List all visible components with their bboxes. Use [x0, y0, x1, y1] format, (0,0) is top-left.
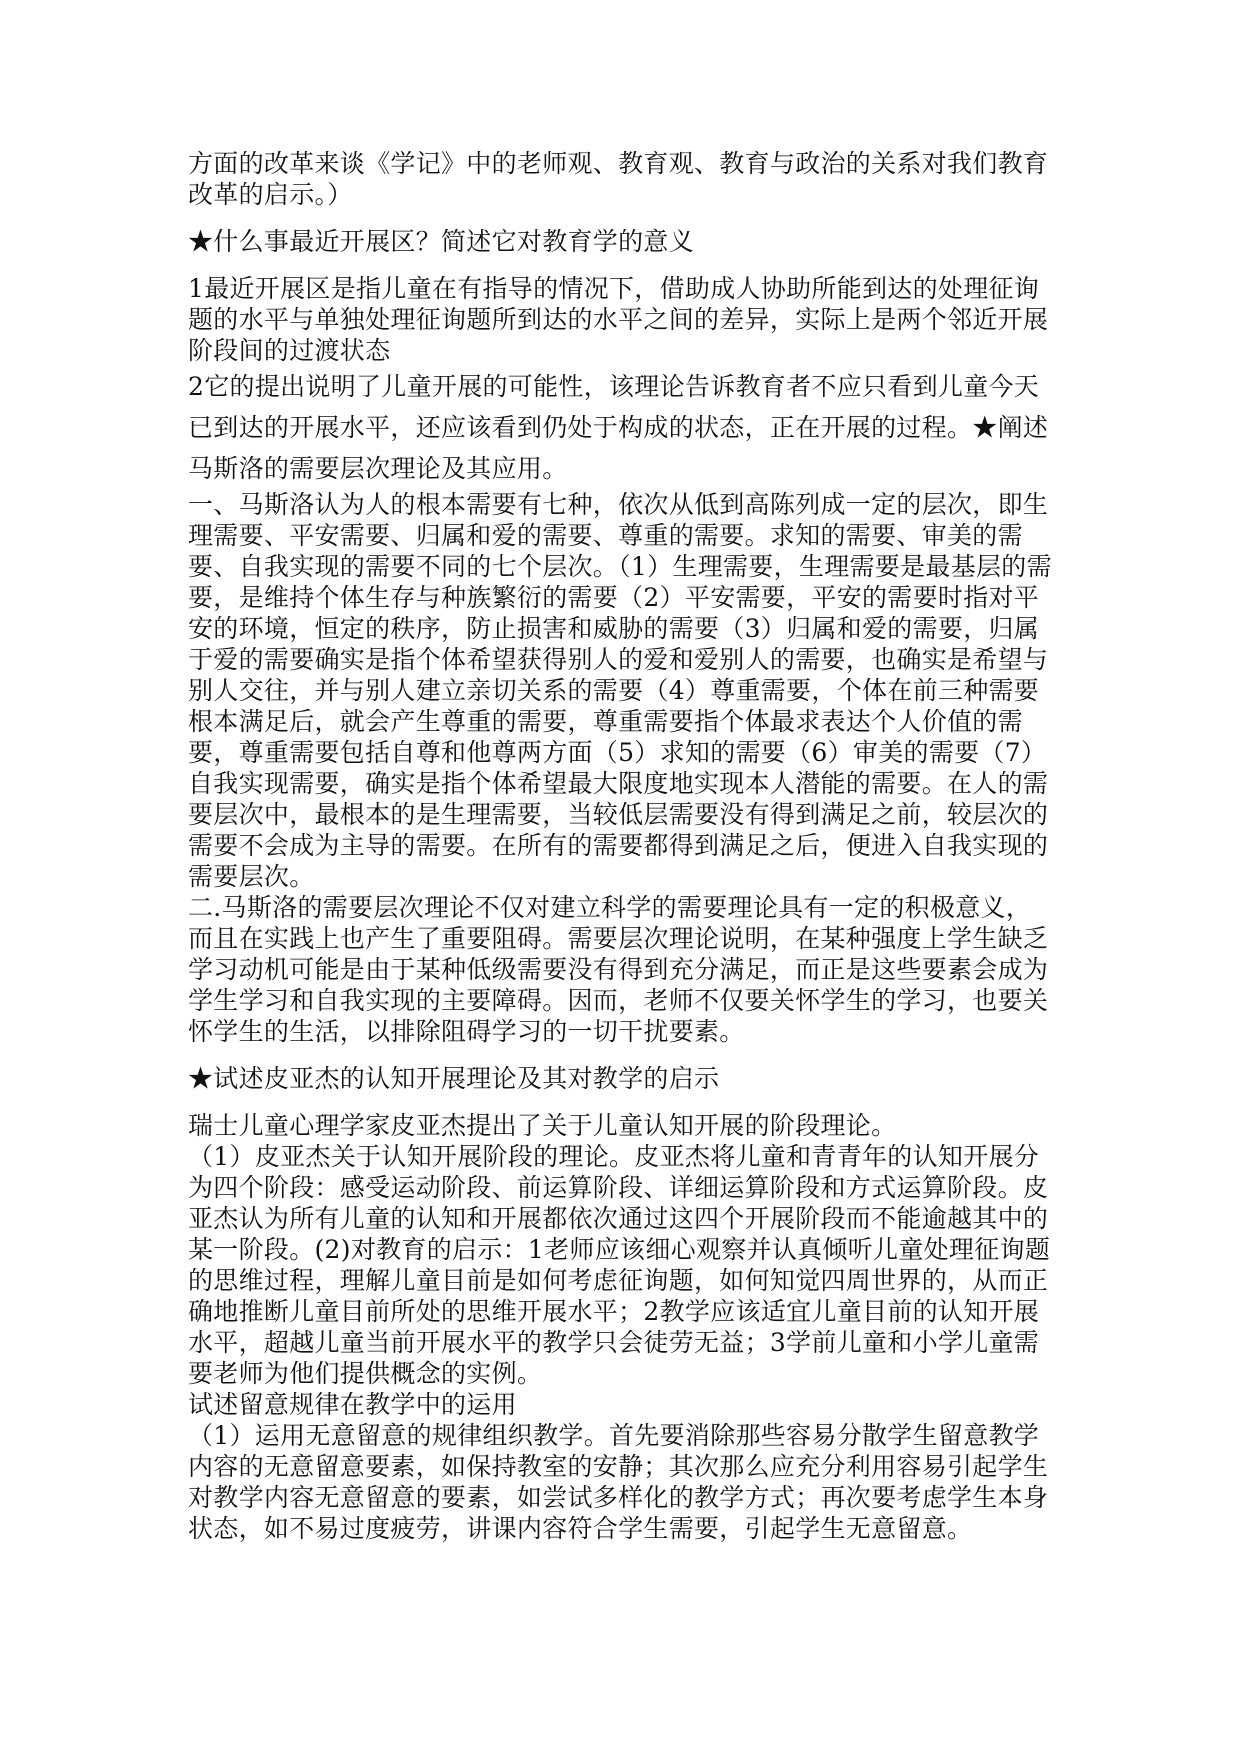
document-page: [188, 148, 1053, 1544]
paragraph-zpd-2: 2它的提出说明了儿童开展的可能性，该理论告诉教育者不应只看到儿童今天已到达的开展水平，还应该看到仍处于构成的状态，正在开展的过程。★阐述马斯洛的需要层次理论及其应用。: [188, 372, 1049, 483]
paragraph-piaget-intro: 瑞士儿童心理学家皮亚杰提出了关于儿童认知开展的阶段理论。: [188, 1111, 897, 1140]
paragraph-maslow-1: 一、马斯洛认为人的根本需要有七种，依次从低到高陈列成一定的层次，即生理需要、平安需要、归属和爱的需要、尊重的需要。求知的需要、审美的需要、自我实现的需要不同的七个层次。（1）生理需要，生理需要是最基层的需要，是维持个体生存与种族繁衍的需要（2）平安需要，平安的需要时指对平安的环境，恒定的秩序，防止损害和威胁的需要（3）归属和爱的需要，归属于爱的需要确实是指个体希望获得别人的爱和爱别人的需要，也确实是希望与别人交往，并与别人建立亲切关系的需要（4）尊重需要，个体在前三种需要根本满足后，就会产生尊重的需要，尊重需要指个体最求表达个人价值的需要，尊重需要包括自尊和他尊两方面（5）求知的需要（6）审美的需要（7）自我实现需要，确实是指个体希望最大限度地实现本人潜能的需要。在人的需要层次中，最根本的是生理需要，当较低层需要没有得到满足之前，较层次的需要不会成为主导的需要。在所有的需要都得到满足之后，便进入自我实现的需要层次。: [188, 490, 1052, 891]
paragraph-zpd-1: 1最近开展区是指儿童在有指导的情况下，借助成人协助所能到达的处理征询题的水平与单独处理征询题所到达的水平之间的差异，实际上是两个邻近开展阶段间的过渡状态: [188, 274, 1049, 365]
heading-zpd: ★什么事最近开展区？简述它对教育学的意义: [188, 227, 695, 256]
heading-piaget: ★试述皮亚杰的认知开展理论及其对教学的启示: [188, 1064, 720, 1093]
paragraph-attention-1: （1）运用无意留意的规律组织教学。首先要消除那些容易分散学生留意教学内容的无意留意要素，如保持教室的安静；其次那么应充分利用容易引起学生对教学内容无意留意的要素，如尝试多样化的教学方式；再次要考虑学生本身状态，如不易过度疲劳，讲课内容符合学生需要，引起学生无意留意。: [188, 1421, 1049, 1543]
paragraph-maslow-2: 二.马斯洛的需要层次理论不仅对建立科学的需要理论具有一定的积极意义，而且在实践上也产生了重要阻碍。需要层次理论说明，在某种强度上学生缺乏学习动机可能是由于某种低级需要没有得到充分满足，而正是这些要素会成为学生学习和自我实现的主要障碍。因而，老师不仅要关怀学生的学习，也要关怀学生的生活，以排除阻碍学习的一切干扰要素。: [188, 893, 1049, 1046]
heading-attention: 试述留意规律在教学中的运用: [188, 1390, 517, 1419]
paragraph-intro: 方面的改革来谈《学记》中的老师观、教育观、教育与政治的关系对我们教育改革的启示。）: [188, 149, 1049, 209]
paragraph-piaget-body: （1）皮亚杰关于认知开展阶段的理论。皮亚杰将儿童和青青年的认知开展分为四个阶段：感受运动阶段、前运算阶段、详细运算阶段和方式运算阶段。皮亚杰认为所有儿童的认知和开展都依次通过这四个开展阶段而不能逾越其中的某一阶段。(2)对教育的启示：1老师应该细心观察并认真倾听儿童处理征询题的思维过程，理解儿童目前是如何考虑征询题，如何知觉四周世界的，从而正确地推断儿童目前所处的思维开展水平；2教学应该适宜儿童目前的认知开展水平，超越儿童当前开展水平的教学只会徒劳无益；3学前儿童和小学儿童需要老师为他们提供概念的实例。: [188, 1142, 1051, 1388]
